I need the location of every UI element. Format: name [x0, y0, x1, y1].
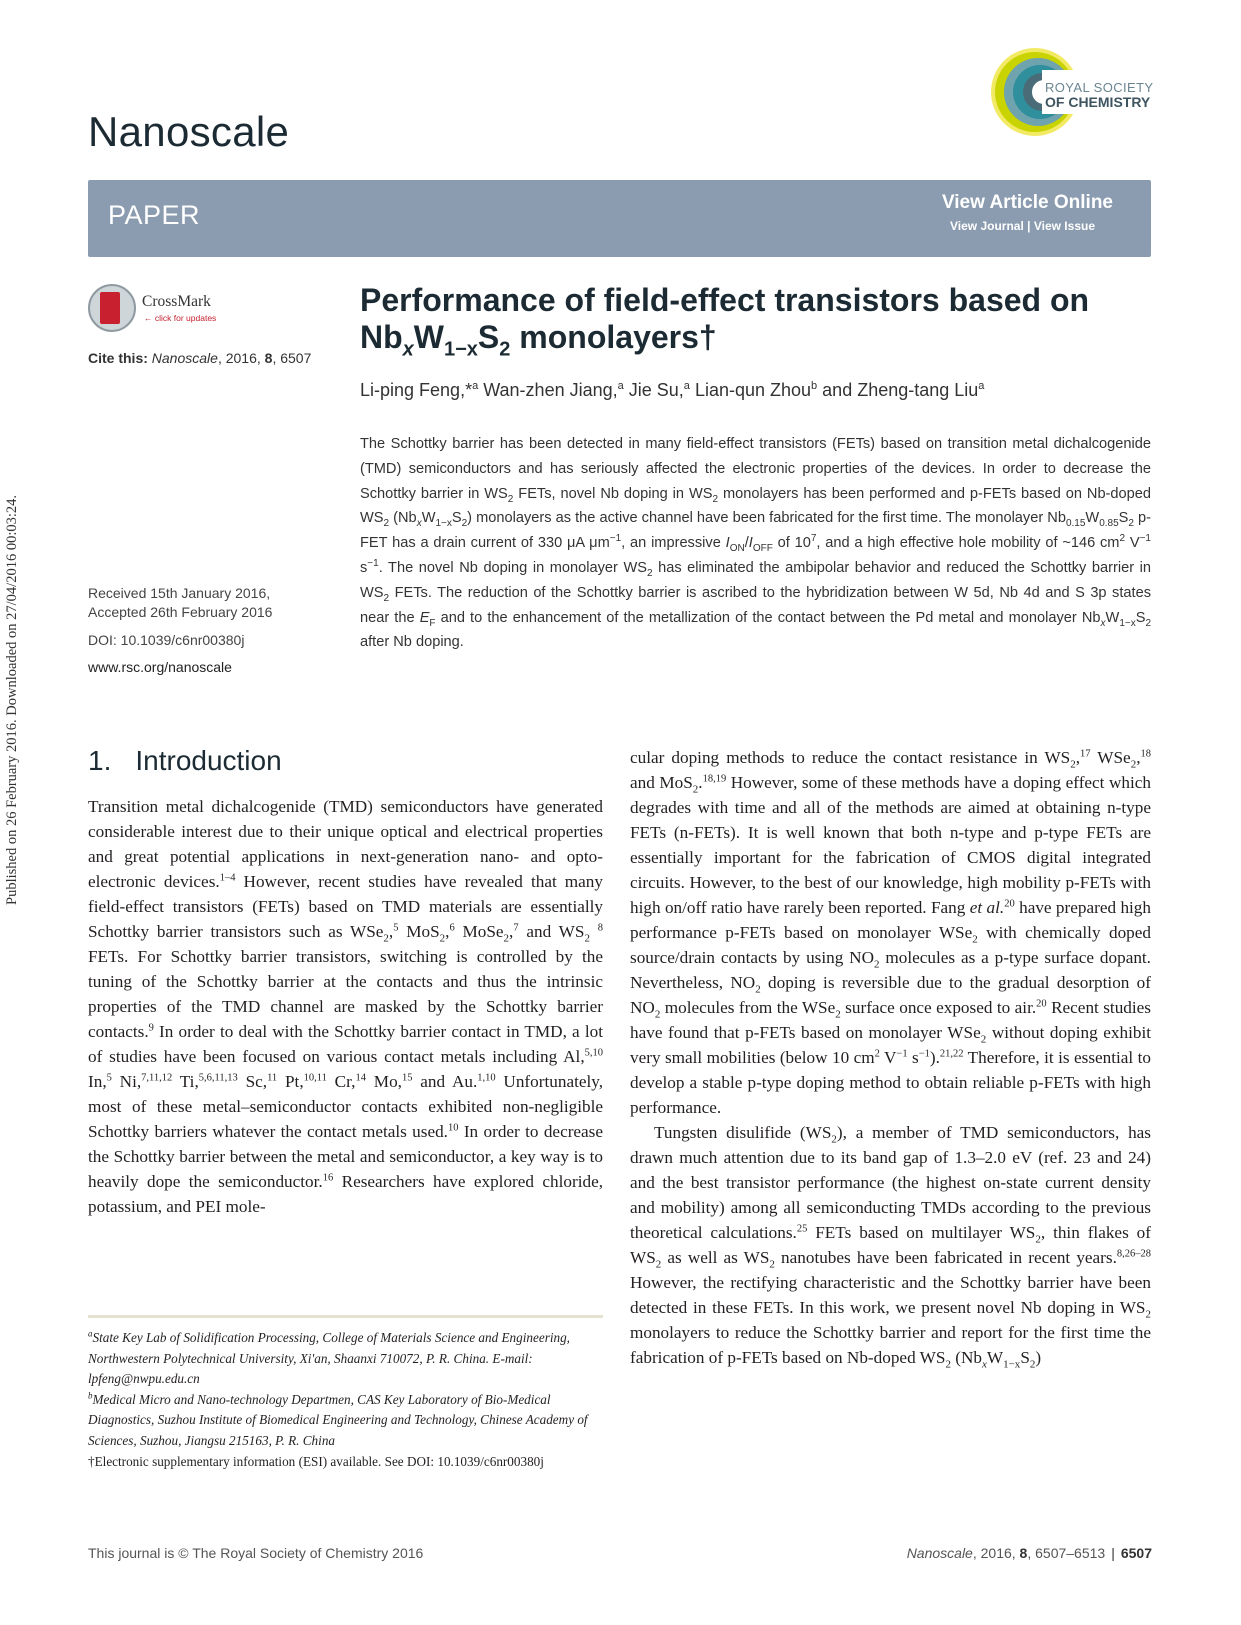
view-issue-link[interactable]: View Issue: [1033, 219, 1095, 233]
article-metadata: [88, 584, 272, 677]
paragraph: cular doping methods to reduce the contact resistance in $WS_2,^{17}$ WSe$_2$,$^{18}$ and MoS$_2$.$^{18,19}$ However, some of these methods have a doping effect which degrades with time and all of the methods are aimed at obtaining n-type FETs (n-FETs). It is well known that both n-type and p-type FETs are essentially important for the fabrication of CMOS digital integrated circuits. However, to the best of our knowledge, high mobility p-FETs with high on/off ratio have rarely been reported. Fang et al.$^{20}$ have prepared high performance p-FETs based on monolayer WSe$_2$ with chemically doped source/drain contacts by using $NO_2$ molecules as a p-type surface dopant. Nevertheless, $NO_2$ doping is reversible due to the gradual desorption of $NO_2$ molecules from the WSe$_2$ surface once exposed to air.$^{20}$ Recent studies have found that p-FETs based on monolayer WSe$_2$ without doping exhibit very small mobilities (below 10 $cm^2$ $V^{-1}$ $s^{-1}).^{21,22}$ Therefore, it is essential to develop a stable p-type doping method to obtain reliable p-FETs with high performance.: [630, 748, 1152, 1117]
footnote-affiliation-a: $^a$State Key Lab of Solidification Processing, College of Materials Science and Engineering, Northwestern Polytechnical University, Xi'an, Shaanxi 710072, P. R. China. E-mail: lpfeng@nwpu.edu.cn: [88, 1328, 570, 1387]
ref-link[interactable]: 16: [322, 1172, 334, 1184]
footer-citation: [907, 1545, 1152, 1561]
ref-link[interactable]: 17: [1080, 748, 1091, 760]
paragraph: Transition metal dichalcogenide (TMD) semiconductors have generated considerable interest due to their unique optical and electrical properties and great potential applications in next-generation nano- and opto-electronic devices.$^{1-4}$ However, recent studies have revealed that many field-effect transistors (FETs) based on TMD materials are essentially Schottky barrier transistors such as WSe$_2$,$^5$ MoS$_2$,$^6$ MoSe$_2$,$^7$ and $WS_2$ $^8$ FETs. For Schottky barrier transistors, switching is controlled by the tuning of the Schottky barrier at the contacts and thus the intrinsic properties of the TMD channel are masked by the Schottky barrier contacts.$^9$ In order to deal with the Schottky barrier contact in TMD, a lot of studies have been focused on various contact metals including Al,$^{5,10}$ In,$^5$ Ni,$^{7,11,12}$ Ti,$^{5,6,11,13}$ Sc,$^{11}$ Pt,$^{10,11}$ Cr,$^{14}$ Mo,$^{15}$ and Au.$^{1,10}$ Unfortunately, most of these metal–semiconductor contacts exhibited non-negligible Schottky barriers whatever the contact metals used.$^{10}$ In order to decrease the Schottky barrier between the metal and semiconductor, a key way is to heavily dope the semiconductor.$^{16}$ Researchers have explored chloride, potassium, and PEI mole-: [88, 797, 604, 1216]
t-nb: Nb: [360, 319, 403, 355]
view-article-online-link[interactable]: View Article Online: [941, 192, 1113, 213]
section-heading-introduction: [88, 745, 282, 777]
ref-link[interactable]: 7: [513, 922, 519, 934]
section-title: Introduction: [135, 745, 282, 776]
ref-link[interactable]: 1–4: [219, 872, 236, 884]
cite-year: , 2016,: [217, 350, 265, 366]
crossmark-badge[interactable]: [88, 284, 238, 336]
abstract: [360, 432, 1151, 655]
abstract-text: The Schottky barrier has been detected in many field-effect transistors (FETs) based on transition metal dichalcogenide (TMD) semiconductors and has seriously affected the electronic properties of the devices. In order to decrease the Schottky barrier in $WS_2$ FETs, novel Nb doping in $WS_2$ monolayers has been performed and p-FETs based on Nb-doped $WS_2$ $(Nb_xW_{1-x}S_2)$ monolayers as the active channel have been fabricated for the first time. The monolayer $Nb_{0.15}W_{0.85}S_2$ p-FET has a drain current of 330 μA $\mu m^{-1}$, an impressive $I_{ON}/I_{OFF}$ of $10^7$, and a high effective hole mobility of ~146 $cm^2$ $V^{-1}$ $s^{-1}$. The novel Nb doping in monolayer $WS_2$ has eliminated the ambipolar behavior and reduced the Schottky barrier in $WS_2$ FETs. The reduction of the Schottky barrier is ascribed to the hybridization between W 5d, Nb 4d and S 3p states near the $E_F$ and to the enhancement of the metallization of the contact between the Pd metal and monolayer $Nb_xW_{1-x}S_2$ after Nb doping.: [360, 436, 1152, 651]
footer-journal: Nanoscale: [906, 1545, 973, 1561]
body-column-left: [88, 794, 603, 1219]
crossmark-word: CrossMark: [142, 293, 211, 310]
view-links-separator: |: [1023, 219, 1034, 233]
publication-date-banner: Published on 26 February 2016. Downloaded on 27/04/2016 00:03:24.: [4, 495, 20, 906]
t-1mx: 1−x: [443, 338, 478, 361]
doi[interactable]: DOI: 10.1039/c6nr00380j: [88, 632, 245, 648]
footnote-esi[interactable]: †Electronic supplementary information (ESI) available. See DOI: 10.1039/c6nr00380j: [88, 1453, 544, 1469]
ref-link[interactable]: 6: [449, 922, 455, 934]
author-name: Lian-qun Zhou: [694, 380, 812, 400]
t-w: W: [413, 319, 444, 355]
ref-link[interactable]: 9: [148, 1022, 154, 1034]
ref-link[interactable]: 11: [267, 1072, 278, 1084]
ref-link[interactable]: 7,11,12: [141, 1072, 173, 1084]
footer-volume: 8: [1019, 1545, 1028, 1561]
t-x: x: [402, 338, 414, 361]
footnote-affiliation-b: $^b$Medical Micro and Nano-technology Departmen, CAS Key Laboratory of Bio-Medical Diagnostics, Suzhou Institute of Biomedical Engineering and Technology, Chinese Academy of Sciences, Suzhou, Jiangsu 215163, P. R. China: [88, 1390, 588, 1448]
ref-link[interactable]: 15: [401, 1072, 413, 1084]
rsc-logo-text: [1045, 80, 1154, 110]
ref-link[interactable]: 21,22: [939, 1048, 964, 1060]
paper-label: PAPER: [108, 200, 201, 230]
cite-page: , 6507: [272, 350, 312, 366]
footer-year: , 2016,: [972, 1545, 1020, 1561]
author-aff: a: [683, 380, 690, 392]
section-number: 1.: [88, 745, 112, 776]
footnote-divider: [88, 1315, 603, 1318]
ref-link[interactable]: 14: [355, 1072, 366, 1084]
journal-url[interactable]: www.rsc.org/nanoscale: [88, 659, 232, 675]
author-name: Jie Su,: [628, 380, 684, 400]
cite-journal: Nanoscale: [151, 350, 218, 366]
cite-prefix: Cite this:: [88, 350, 148, 366]
title-line2: [360, 319, 1150, 368]
author-name: and Zheng-tang Liu: [822, 380, 979, 400]
received-date: Received 15th January 2016,: [88, 585, 271, 601]
paper-banner: [88, 180, 1151, 257]
title-line1: Performance of field-effect transistors based on: [360, 282, 1090, 318]
ref-link[interactable]: 8,26–28: [1116, 1248, 1151, 1260]
ref-link[interactable]: 1,10: [477, 1072, 496, 1084]
crossmark-bookmark-icon: [100, 292, 120, 324]
ref-link[interactable]: 25: [796, 1223, 808, 1235]
accepted-date: Accepted 26th February 2016: [88, 604, 273, 620]
ref-link[interactable]: 20: [1036, 998, 1047, 1010]
author[interactable]: [822, 380, 984, 400]
author-aff: b: [811, 380, 818, 392]
body-column-right: [630, 745, 1151, 1370]
author-name: Wan-zhen Jiang,: [483, 380, 618, 400]
author[interactable]: [360, 380, 478, 400]
rsc-line1: ROYAL SOCIETY: [1045, 80, 1154, 95]
ref-link[interactable]: 18: [1140, 748, 1151, 760]
ref-link[interactable]: 5,6,11,13: [198, 1072, 238, 1084]
ref-link[interactable]: 10,11: [303, 1072, 327, 1084]
footer-copyright: This journal is © The Royal Society of Chemistry 2016: [88, 1545, 424, 1561]
ref-link[interactable]: 5: [393, 922, 399, 934]
author-aff: a: [472, 380, 479, 392]
crossmark-sub: ← click for updates: [144, 313, 217, 323]
footer-separator: |: [1111, 1545, 1115, 1561]
author-aff: a: [617, 380, 624, 392]
t-2: 2: [499, 338, 511, 361]
view-journal-link[interactable]: View Journal: [950, 219, 1024, 233]
t-s: S: [477, 319, 500, 355]
ref-link[interactable]: 5: [106, 1072, 112, 1084]
ref-link[interactable]: 20: [1004, 898, 1015, 910]
view-links: [950, 219, 1095, 233]
page-number: 6507: [1120, 1545, 1152, 1561]
rsc-line2: OF CHEMISTRY: [1045, 94, 1151, 110]
citation: [88, 350, 311, 366]
journal-name: Nanoscale: [88, 108, 290, 155]
author[interactable]: [483, 380, 624, 400]
author-list: [360, 380, 984, 401]
footnotes: [88, 1328, 603, 1472]
ref-link[interactable]: 8: [597, 922, 603, 934]
article-title: [360, 282, 1150, 368]
author[interactable]: [629, 380, 690, 400]
footer-pages: , 6507–6513: [1027, 1545, 1106, 1561]
t-rest: monolayers†: [510, 319, 717, 355]
ref-link[interactable]: 18,19: [702, 773, 727, 785]
ref-link[interactable]: 5,10: [584, 1047, 603, 1059]
author[interactable]: [695, 380, 817, 400]
paragraph: Tungsten disulifide $(WS_2)$, a member of TMD semiconductors, has drawn much attention due to its band gap of 1.3–2.0 eV (ref. 23 and 24) and the best transistor performance (the highest on-state current density and mobility) among all semiconducting TMDs according to the previous theoretical calculations.$^{25}$ FETs based on multilayer $WS_2$, thin flakes of $WS_2$ as well as $WS_2$ nanotubes have been fabricated in recent years.$^{8,26-28}$ However, the rectifying characteristic and the Schottky barrier have been detected in these FETs. In this work, we present novel Nb doping in $WS_2$ monolayers to reduce the Schottky barrier and report for the first time the fabrication of p-FETs based on Nb-doped $WS_2$ $(Nb_xW_{1-x}S_2)$: [630, 1123, 1151, 1371]
author-name: Li-ping Feng,*: [360, 380, 473, 400]
crossmark-sub-text: click for updates: [154, 313, 217, 323]
cite-volume: 8: [264, 350, 273, 366]
ref-link[interactable]: 10: [447, 1122, 459, 1134]
author-aff: a: [978, 380, 985, 392]
